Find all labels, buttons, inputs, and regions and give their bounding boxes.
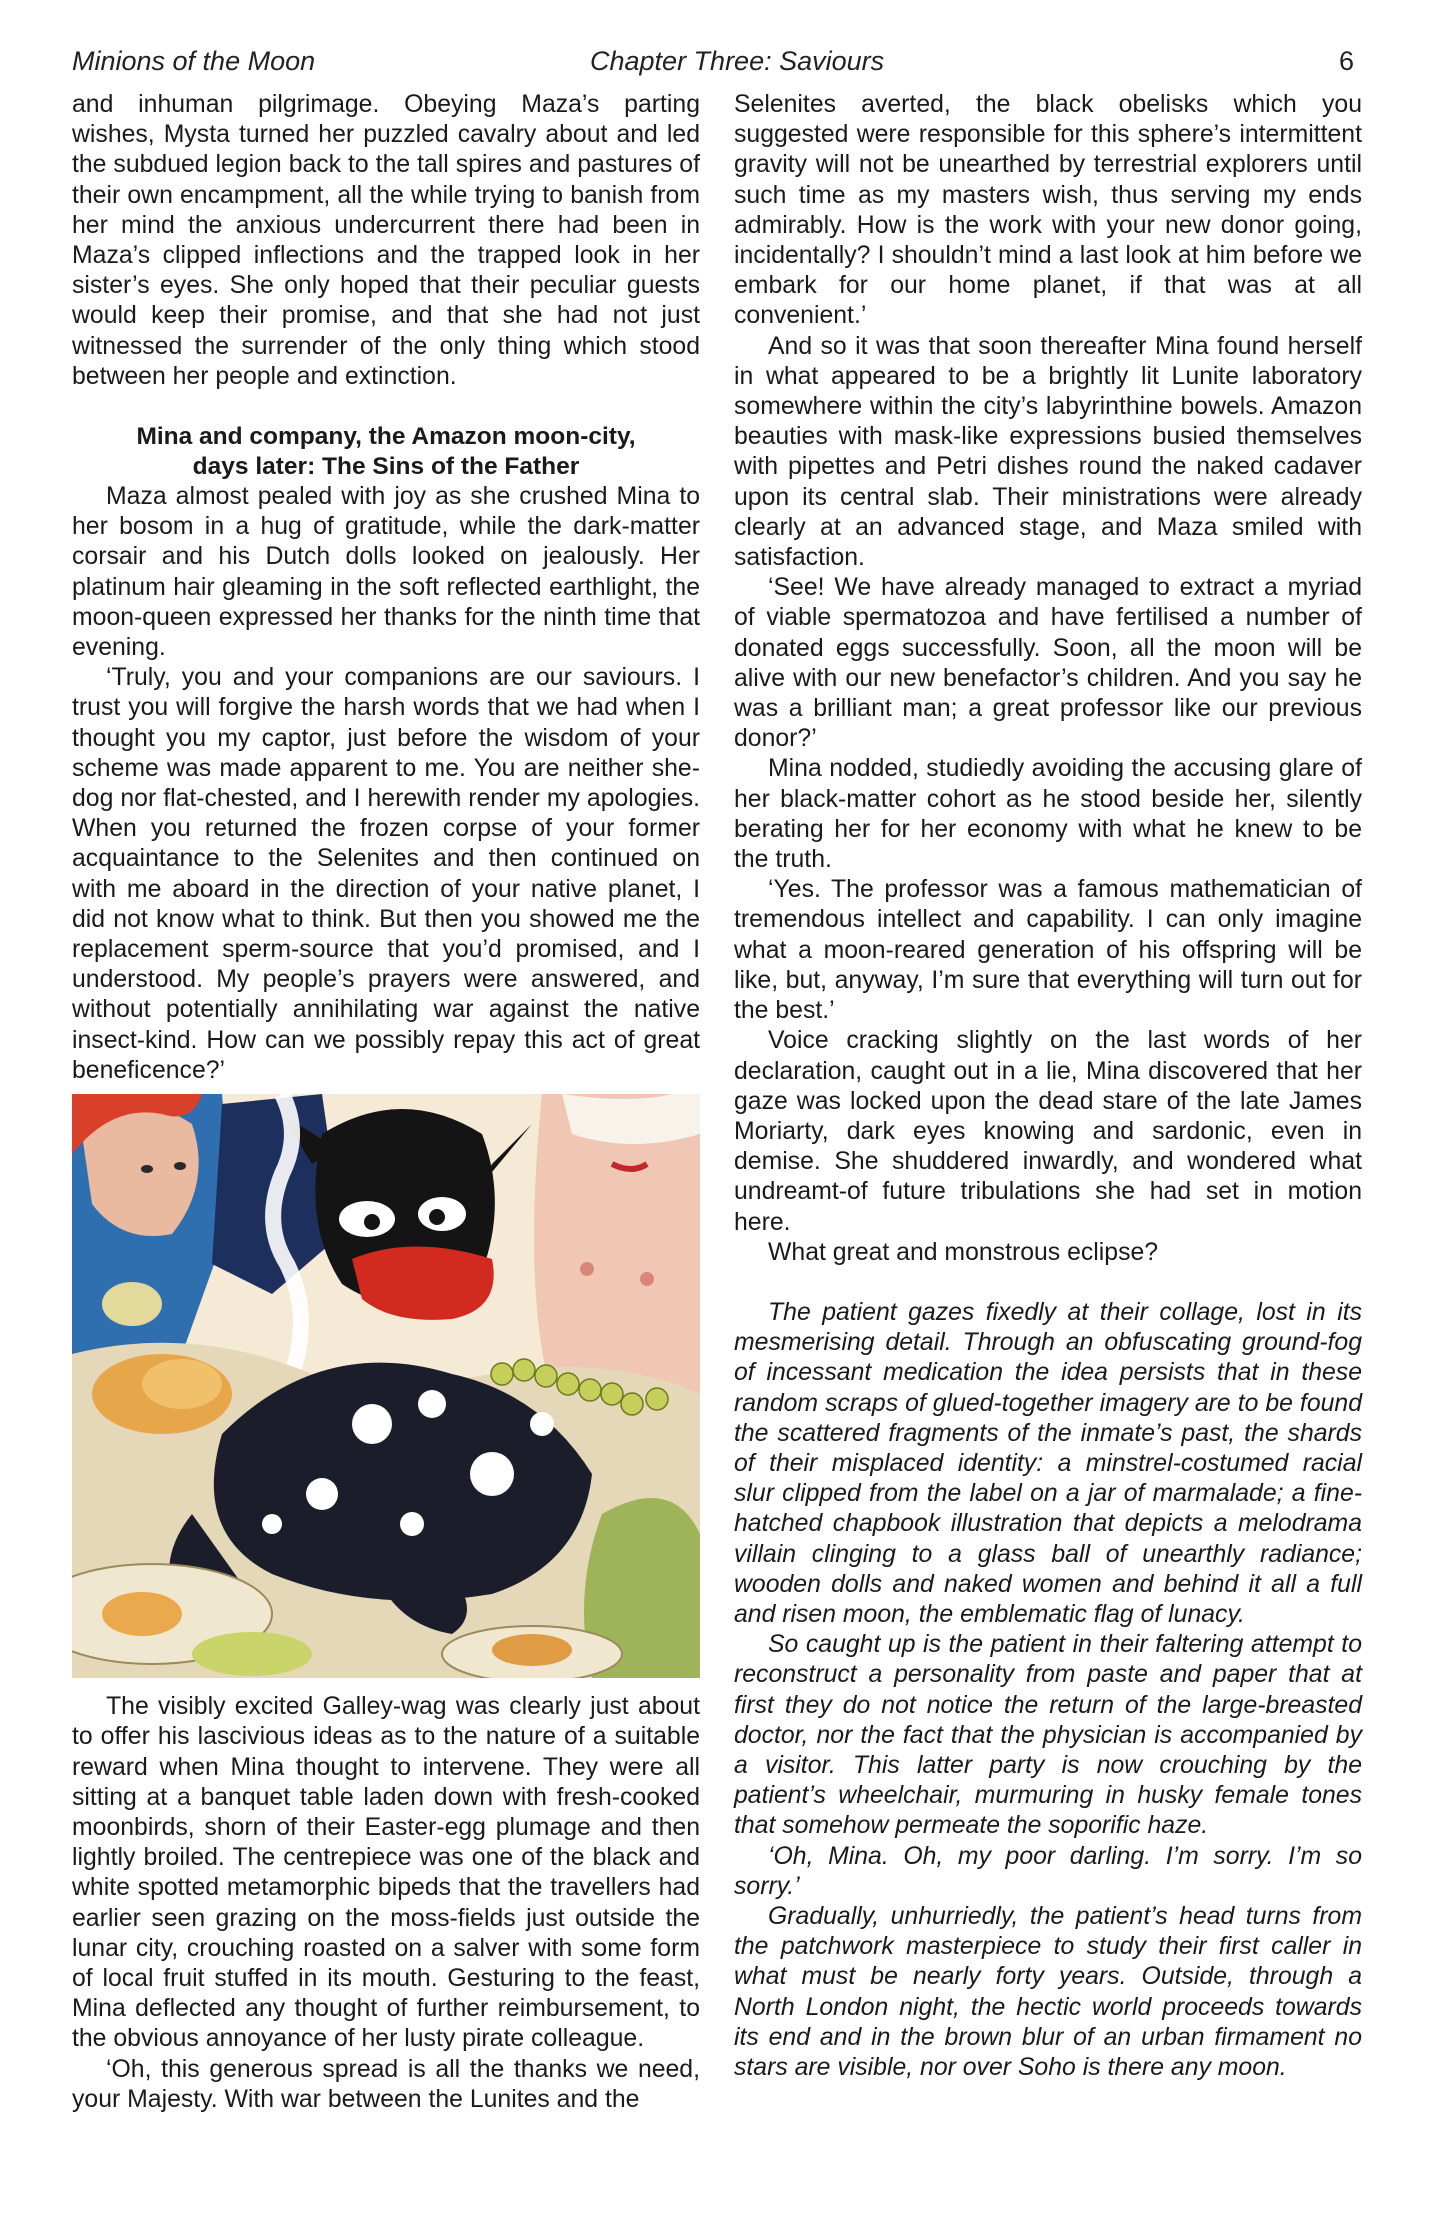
italic-paragraph: ‘Oh, Mina. Oh, my poor darling. I’m sorry. I’m so sorry.’ <box>734 1842 1362 1900</box>
paragraph: ‘Oh, this generous spread is all the thanks we need, your Majesty. With war between the Lunites and the <box>72 2055 700 2113</box>
paragraph: What great and monstrous eclipse? <box>768 1238 1159 1266</box>
book-title: Minions of the Moon <box>72 46 316 76</box>
paragraph: Maza almost pealed with joy as she crushed Mina to her bosom in a hug of gratitude, while the dark-matter corsair and his Dutch dolls looked on jealously. Her platinum hair gleaming in the soft reflected earthlight, the moon-queen expressed her thanks for the ninth time that evening. <box>72 483 700 662</box>
paragraph: And so it was that soon thereafter Mina found herself in what appeared to be a brightly lit Lunite laboratory somewhere within the city’s labyrinthine bowels. Amazon beauties with mask-like expressions busied themselves with pipettes and Petri dishes round the naked cadaver upon its central slab. Their ministrations were already clearly at an advanced stage, and Maza smiled with satisfaction. <box>734 332 1362 572</box>
paragraph: Mina nodded, studiedly avoiding the accusing glare of her black-matter cohort as he stood beside her, silently berating her for her economy with what he knew to be the truth. <box>734 755 1362 874</box>
chapter-title: Chapter Three: Saviours <box>590 46 885 76</box>
italic-paragraph: So caught up is the patient in their faltering attempt to reconstruct a personality from paste and paper that at first they do not notice the return of the large-breasted doctor, nor the fact that the physician is accompanied by a visitor. This latter party is now crouching by the patient’s wheelchair, murmuring in husky female tones that somehow permeate the soporific haze. <box>734 1631 1362 1840</box>
italic-paragraph: The patient gazes fixedly at their collage, lost in its mesmerising detail. Through an obfuscating ground-fog of incessant medication the idea persists that in these random scraps of glued-together imagery are to be found the scattered fragments of the inmate’s past, the shards of their misplaced identity: a minstrel-costumed racial slur clipped from the label on a jar of marmalade; a fine-hatched chapbook illustration that depicts a melodrama villain clinging to a glass ball of unearthly radiance; wooden dolls and naked women and behind it all a full and risen moon, the emblematic flag of lunacy. <box>734 1298 1362 1628</box>
paragraph: ‘Yes. The professor was a famous mathematician of tremendous intellect and capability. I can only imagine what a moon-reared generation of his offspring will be like, but, anyway, I’m sure that everything will turn out for the best.’ <box>734 876 1362 1025</box>
banquet-illustration <box>72 1094 700 1678</box>
right-column <box>734 90 1362 2083</box>
paragraph: ‘Truly, you and your companions are our saviours. I trust you will forgive the harsh words that we had when I thought you my captor, just before the wisdom of your scheme was made apparent to me. You are neither she-dog nor flat-chested, and I herewith render my apologies. When you returned the frozen corpse of your former acquaintance to the Selenites and then continued on with me aboard in the direction of your native planet, I did not know what to think. But then you showed me the replacement sperm-source that you’d promised, and I understood. My people’s prayers were answered, and without potentially annihilating war against the native insect-kind. How can we possibly repay this act of great beneficence?’ <box>72 664 700 1084</box>
paragraph: Selenites averted, the black obelisks which you suggested were responsible for this sphere’s intermittent gravity will not be unearthed by terrestrial explorers until such time as my masters wish, thus serving my ends admirably. How is the work with your new donor going, incidentally? I shouldn’t mind a last look at him before we embark for our home planet, if that was at all convenient.’ <box>734 91 1362 330</box>
page-number: 6 <box>1338 46 1354 76</box>
section-heading-line: Mina and company, the Amazon moon-city, <box>136 423 636 451</box>
paragraph: and inhuman pilgrimage. Obeying Maza’s parting wishes, Mysta turned her puzzled cavalry about and led the subdued legion back to the tall spires and pastures of their own encampment, all the while trying to banish from her mind the anxious undercurrent there had been in Maza’s clipped inflections and the trapped look in her sister’s eyes. She only hoped that their peculiar guests would keep their promise, and that she had not just witnessed the surrender of the only thing which stood between her people and extinction. <box>72 91 700 390</box>
section-heading <box>72 422 700 482</box>
italic-paragraph: Gradually, unhurriedly, the patient’s head turns from the patchwork masterpiece to study their first caller in what must be nearly forty years. Outside, through a North London night, the hectic world proceeds towards its end and in the brown blur of an urban firmament no stars are visible, nor over Soho is there any moon. <box>734 1902 1362 2081</box>
banquet-illustration-art <box>72 1094 700 1678</box>
paragraph: The visibly excited Galley-wag was clearly just about to offer his lascivious ideas as to the nature of a suitable reward when Mina thought to intervene. They were all sitting at a banquet table laden down with fresh-cooked moonbirds, shorn of their Easter-egg plumage and then lightly broiled. The centrepiece was one of the black and white spotted metamorphic bipeds that the travellers had earlier seen grazing on the moss-fields just outside the lunar city, crouching roasted on a salver with some form of local fruit stuffed in its mouth. Gesturing to the feast, Mina deflected any thought of further reimbursement, to the obvious annoyance of her lusty pirate colleague. <box>72 1693 700 2053</box>
paragraph: Voice cracking slightly on the last words of her declaration, caught out in a lie, Mina discovered that her gaze was locked upon the dead stare of the late James Moriarty, dark eyes knowing and sardonic, even in demise. She shuddered inwardly, and wondered what undreamt-of future tribulations she had set in motion here. <box>734 1027 1362 1236</box>
left-column <box>72 90 700 2115</box>
section-heading-line: days later: The Sins of the Father <box>192 453 580 481</box>
paragraph: ‘See! We have already managed to extract a myriad of viable spermatozoa and have fertilised a number of donated eggs successfully. Soon, all the moon will be alive with our new benefactor’s children. And you say he was a brilliant man; a great professor like our previous donor?’ <box>734 574 1362 753</box>
page-header <box>72 46 1368 86</box>
italic-section <box>734 1298 1362 2083</box>
